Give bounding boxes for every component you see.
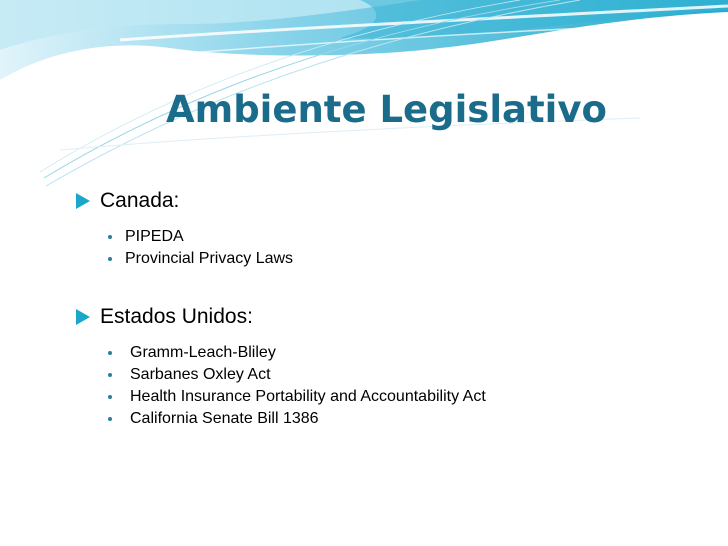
list-item-text: PIPEDA: [125, 228, 184, 245]
section-heading-text: Estados Unidos:: [100, 305, 253, 328]
sub-list: [108, 226, 293, 270]
list-item-text: Provincial Privacy Laws: [125, 250, 294, 267]
section-heading: [74, 304, 486, 330]
list-item-text: California Senate Bill 1386: [130, 410, 319, 427]
dot-bullet-icon: [108, 373, 112, 377]
dot-bullet-icon: [108, 257, 112, 261]
list-item: [108, 386, 486, 408]
dot-bullet-icon: [108, 351, 112, 355]
dot-bullet-icon: [108, 417, 112, 421]
list-item: [108, 226, 293, 248]
list-item-text: Sarbanes Oxley Act: [130, 366, 271, 383]
triangle-bullet-icon: [76, 193, 90, 209]
list-item-text: Gramm-Leach-Bliley: [130, 344, 276, 361]
list-item: [108, 364, 486, 386]
triangle-bullet-icon: [76, 309, 90, 325]
list-item: [108, 248, 293, 270]
list-item-text: Health Insurance Portability and Accountability Act: [130, 388, 486, 405]
section-canada: [74, 188, 293, 270]
list-item: [108, 342, 486, 364]
dot-bullet-icon: [108, 235, 112, 239]
sub-list: [108, 342, 486, 430]
list-item: [108, 408, 486, 430]
dot-bullet-icon: [108, 395, 112, 399]
slide-title: Ambiente Legislativo: [166, 88, 607, 131]
section-heading-text: Canada:: [100, 189, 180, 212]
section-heading: [74, 188, 293, 214]
section-estados-unidos: [74, 304, 486, 430]
